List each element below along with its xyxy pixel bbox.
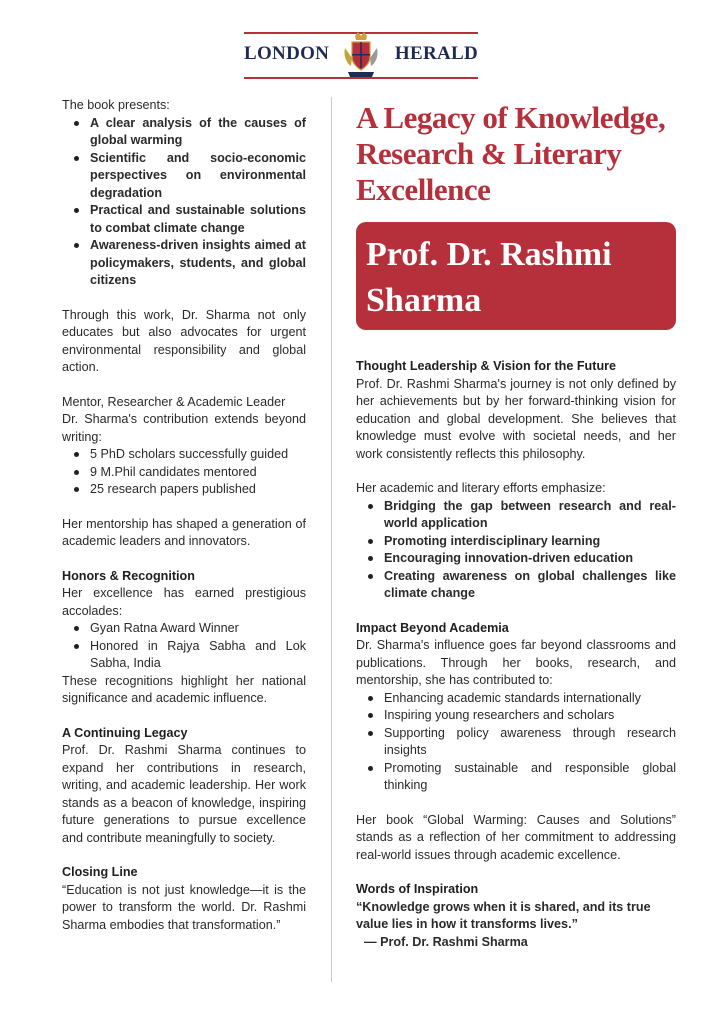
closing-heading: Closing Line <box>62 865 138 879</box>
mentor-heading: Mentor, Researcher & Academic Leader <box>62 394 286 409</box>
bullet <box>74 156 79 161</box>
emphasize-points-list <box>356 498 676 603</box>
words-heading: Words of Inspiration <box>356 882 479 896</box>
thought-heading: Thought Leadership & Vision for the Future <box>356 359 617 373</box>
masthead-word-left: LONDON <box>244 43 330 64</box>
bullet <box>74 644 79 649</box>
list-item-text: Encouraging innovation-driven education <box>384 551 634 565</box>
list-item-text: Supporting policy awareness through research insights <box>384 725 676 757</box>
bullet <box>74 487 79 492</box>
masthead-bottom-rule <box>244 77 478 79</box>
list-item <box>90 638 306 673</box>
bullet <box>74 208 79 213</box>
royal-crest-icon <box>341 30 381 80</box>
bullet <box>368 539 373 544</box>
honors-heading: Honors & Recognition <box>62 568 195 583</box>
list-item <box>90 620 306 638</box>
mentor-points-list <box>62 446 306 499</box>
list-item-text: A clear analysis of the causes of global warming <box>90 115 306 147</box>
impact-heading: Impact Beyond Academia <box>356 620 509 635</box>
bullet <box>368 696 373 701</box>
inspiration-quote: “Knowledge grows when it is shared, and its true value lies in how it transforms lives.” <box>356 899 651 931</box>
list-item <box>90 237 306 290</box>
list-item <box>384 707 676 725</box>
impact-text: Dr. Sharma's influence goes far beyond classrooms and publications. Through her books, research, and mentorship, she has contributed to: <box>356 638 676 687</box>
honors-points-list <box>62 620 306 673</box>
list-item <box>384 498 676 533</box>
book-intro: The book presents: <box>62 98 170 112</box>
name-banner-text: Prof. Dr. Rashmi Sharma <box>366 236 612 319</box>
bullet <box>368 574 373 579</box>
page-title: A Legacy of Knowledge, Research & Literary Excellence <box>356 100 666 207</box>
list-item-text: Gyan Ratna Award Winner <box>90 621 239 635</box>
legacy-heading: A Continuing Legacy <box>62 725 188 740</box>
bullet <box>74 626 79 631</box>
list-item-text: 5 PhD scholars successfully guided <box>90 447 289 461</box>
book-text: Her book “Global Warming: Causes and Solutions” stands as a reflection of her commitment to addressing real-world issues through academic excellence. <box>356 812 676 862</box>
closing-text: “Education is not just knowledge—it is the power to transform the world. Dr. Rashmi Sharma embodies that transformation.” <box>62 882 306 932</box>
bullet <box>74 452 79 457</box>
list-item <box>90 446 306 464</box>
list-item-text: Awareness-driven insights aimed at policymakers, students, and global citizens <box>90 238 306 287</box>
through-paragraph: Through this work, Dr. Sharma not only educates but also advocates for urgent environmental responsibility and global action. <box>62 307 306 374</box>
list-item-text: 9 M.Phil candidates mentored <box>90 464 257 479</box>
list-item <box>384 568 676 603</box>
bullet <box>368 766 373 771</box>
book-points-list <box>62 115 306 290</box>
list-item-text: Bridging the gap between research and real-world application <box>384 498 676 530</box>
list-item-text: Creating awareness on global challenges like climate change <box>384 568 676 600</box>
right-column <box>356 358 676 951</box>
list-item <box>384 533 676 551</box>
thought-text: Prof. Dr. Rashmi Sharma's journey is not only defined by her achievements but by her forward-thinking vision for education and global development. She believes that knowledge must evolve with societal needs, and her work consistently reflects this philosophy. <box>356 376 676 461</box>
masthead <box>244 30 478 82</box>
bullet <box>74 121 79 126</box>
bullet <box>368 556 373 561</box>
list-item-text: Promoting sustainable and responsible global thinking <box>384 760 676 792</box>
list-item <box>384 725 676 760</box>
list-item-text: Honored in Rajya Sabha and Lok Sabha, India <box>90 638 306 670</box>
name-banner <box>356 222 676 330</box>
list-item <box>384 760 676 795</box>
list-item-text: Enhancing academic standards internationally <box>384 690 641 705</box>
list-item-text: Scientific and socio-economic perspectives on environmental degradation <box>90 150 306 200</box>
mentorship-paragraph: Her mentorship has shaped a generation of academic leaders and innovators. <box>62 516 306 548</box>
bullet <box>74 470 79 475</box>
masthead-word-right: HERALD <box>394 43 478 64</box>
list-item-text: Inspiring young researchers and scholars <box>384 708 615 722</box>
honors-intro: Her excellence has earned prestigious accolades: <box>62 586 306 618</box>
mentor-intro: Dr. Sharma's contribution extends beyond writing: <box>62 412 306 444</box>
bullet <box>368 504 373 509</box>
emphasize-intro: Her academic and literary efforts emphasize: <box>356 481 606 495</box>
list-item <box>384 550 676 568</box>
list-item <box>90 202 306 237</box>
bullet <box>368 713 373 718</box>
bullet <box>74 243 79 248</box>
list-item-text: 25 research papers published <box>90 482 256 496</box>
legacy-text: Prof. Dr. Rashmi Sharma continues to expand her contributions in research, writing, and academic leadership. Her work stands as a beacon of knowledge, inspiring future generations to pursue excellence and contribute meaningfully to society. <box>62 743 306 845</box>
honors-outro: These recognitions highlight her national significance and academic influence. <box>62 673 306 705</box>
list-item <box>384 690 676 708</box>
list-item-text: Promoting interdisciplinary learning <box>384 533 601 548</box>
column-divider <box>331 97 332 982</box>
list-item <box>90 150 306 203</box>
list-item <box>90 481 306 499</box>
left-column <box>62 97 306 934</box>
list-item <box>90 464 306 482</box>
quote-attribution: — Prof. Dr. Rashmi Sharma <box>364 934 528 949</box>
bullet <box>368 731 373 736</box>
impact-points-list <box>356 690 676 795</box>
list-item <box>90 115 306 150</box>
list-item-text: Practical and sustainable solutions to combat climate change <box>90 203 306 235</box>
